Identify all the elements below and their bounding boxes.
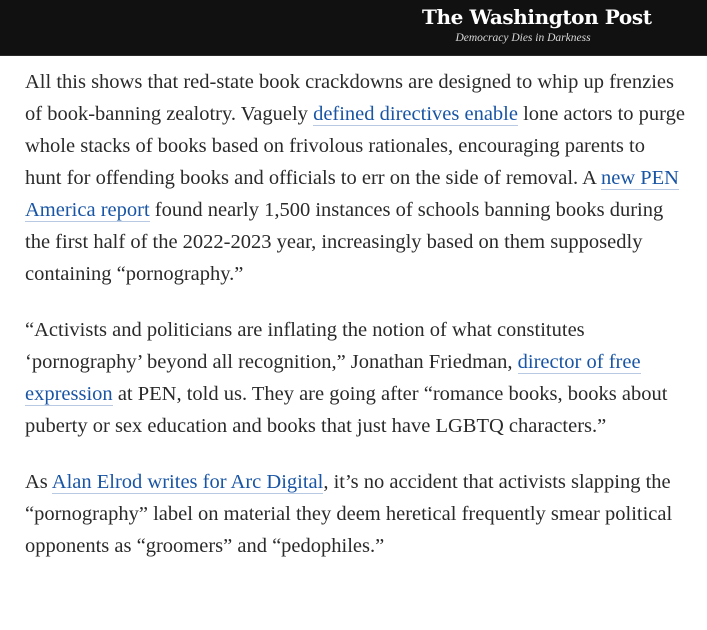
link-director-free-expression[interactable]: director of free expression [25, 351, 641, 405]
masthead-logo[interactable] [422, 4, 652, 45]
logo-tagline: Democracy Dies in Darkness [455, 32, 591, 44]
paragraph-text: “Activists and politicians are inflating the notion of what constitutes ‘pornography’ beyond all recognition,” Jonathan Friedman, [25, 319, 585, 373]
article-paragraph [25, 66, 685, 290]
paragraph-text: All this shows that red-state book crackdowns are designed to whip up frenzies of book-banning zealotry. Vaguely [25, 71, 675, 125]
article-body [25, 66, 685, 586]
site-header [0, 0, 707, 56]
link-defined-directives[interactable]: defined directives enable [313, 103, 518, 125]
link-pen-america-report[interactable]: new PEN America report [25, 167, 679, 221]
link-alan-elrod-arc-digital[interactable]: Alan Elrod writes for Arc Digital [51, 471, 324, 493]
article-paragraph [25, 466, 685, 562]
paragraph-text: As [25, 471, 52, 493]
paragraph-text: , it’s no accident that activists slapping the “pornography” label on material they deem heretical frequently smear political opponents as “groomers” and “pedophiles.” [25, 471, 673, 557]
logo-title: The Washington Post [422, 5, 652, 29]
article-paragraph [25, 314, 685, 442]
paragraph-text: at PEN, told us. They are going after “romance books, books about puberty or sex education and books that just have LGBTQ characters.” [25, 383, 668, 437]
paragraph-text: lone actors to purge whole stacks of books based on frivolous rationales, encouraging parents to hunt for offending books and officials to err on the side of removal. A [25, 103, 685, 189]
paragraph-text: found nearly 1,500 instances of schools banning books during the first half of the 2022-2023 year, increasingly based on them supposedly containing “pornography.” [25, 199, 664, 285]
